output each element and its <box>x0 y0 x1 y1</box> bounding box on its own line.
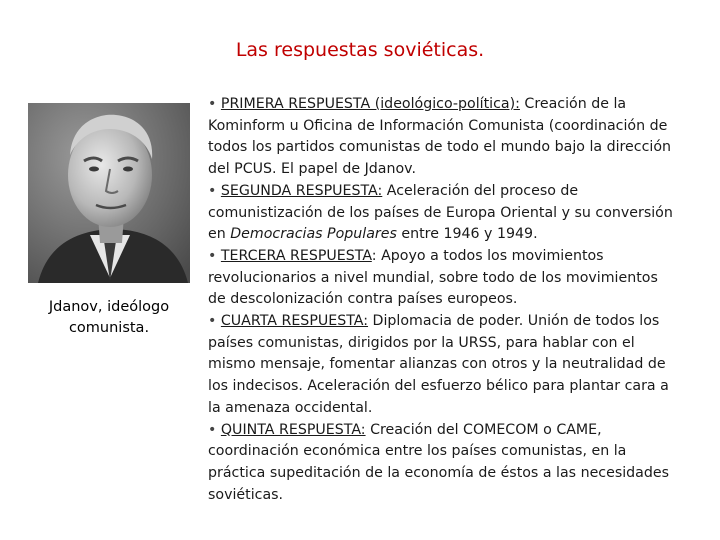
bullet: • <box>208 247 217 264</box>
response-2 <box>208 181 678 246</box>
response-5 <box>208 420 678 507</box>
response-1 <box>208 94 678 181</box>
caption-line-1: Jdanov, ideólogo <box>48 299 170 315</box>
response-5-label: QUINTA RESPUESTA: <box>220 421 366 438</box>
response-3-text: : Apoyo a todos los movimientos revolucionarios a nivel mundial, sobre todo de los movimientos de descolonización contra países europeos. <box>208 247 658 308</box>
response-1-label: PRIMERA RESPUESTA (ideológico-política): <box>220 96 520 112</box>
caption-line-2: comunista. <box>68 320 150 336</box>
response-2-label: SEGUNDA RESPUESTA: <box>220 182 383 199</box>
portrait-caption <box>28 297 190 339</box>
response-2-text-after: entre 1946 y 1949. <box>396 226 538 243</box>
bullet: • <box>208 96 217 112</box>
bullet: • <box>208 182 217 199</box>
response-1-text: Creación de la Kominform u Oficina de Información Comunista (coordinación de todos los partidos comunistas de todo el mundo bajo la dirección del PCUS. El papel de Jdanov. <box>208 96 672 178</box>
response-4-text: Diplomacia de poder. Unión de todos los países comunistas, dirigidos por la URSS, para hablar con el mismo mensaje, fomentar alianzas con otros y la neutralidad de los indecisos. Aceleración del esfuerzo bélico para plantar cara a la amenaza occidental. <box>208 313 669 416</box>
slide-title: Las respuestas soviéticas. <box>235 39 485 61</box>
bullet: • <box>208 421 217 438</box>
response-3 <box>208 246 678 311</box>
response-4-label: CUARTA RESPUESTA: <box>220 313 369 330</box>
response-5-text: Creación del COMECOM o CAME, coordinación económica entre los países comunistas, en la práctica supeditación de la economía de éstos a las necesidades soviéticas. <box>208 421 669 503</box>
bullet: • <box>208 313 217 330</box>
response-4 <box>208 311 678 420</box>
response-2-emphasis: Democracias Populares <box>230 226 397 243</box>
portrait-photo <box>28 103 190 283</box>
responses-list <box>208 94 678 506</box>
response-2-text-before: Aceleración del proceso de comunistización de los países de Europa Oriental y su conversión en <box>208 182 673 243</box>
response-3-label: TERCERA RESPUESTA <box>220 247 372 264</box>
